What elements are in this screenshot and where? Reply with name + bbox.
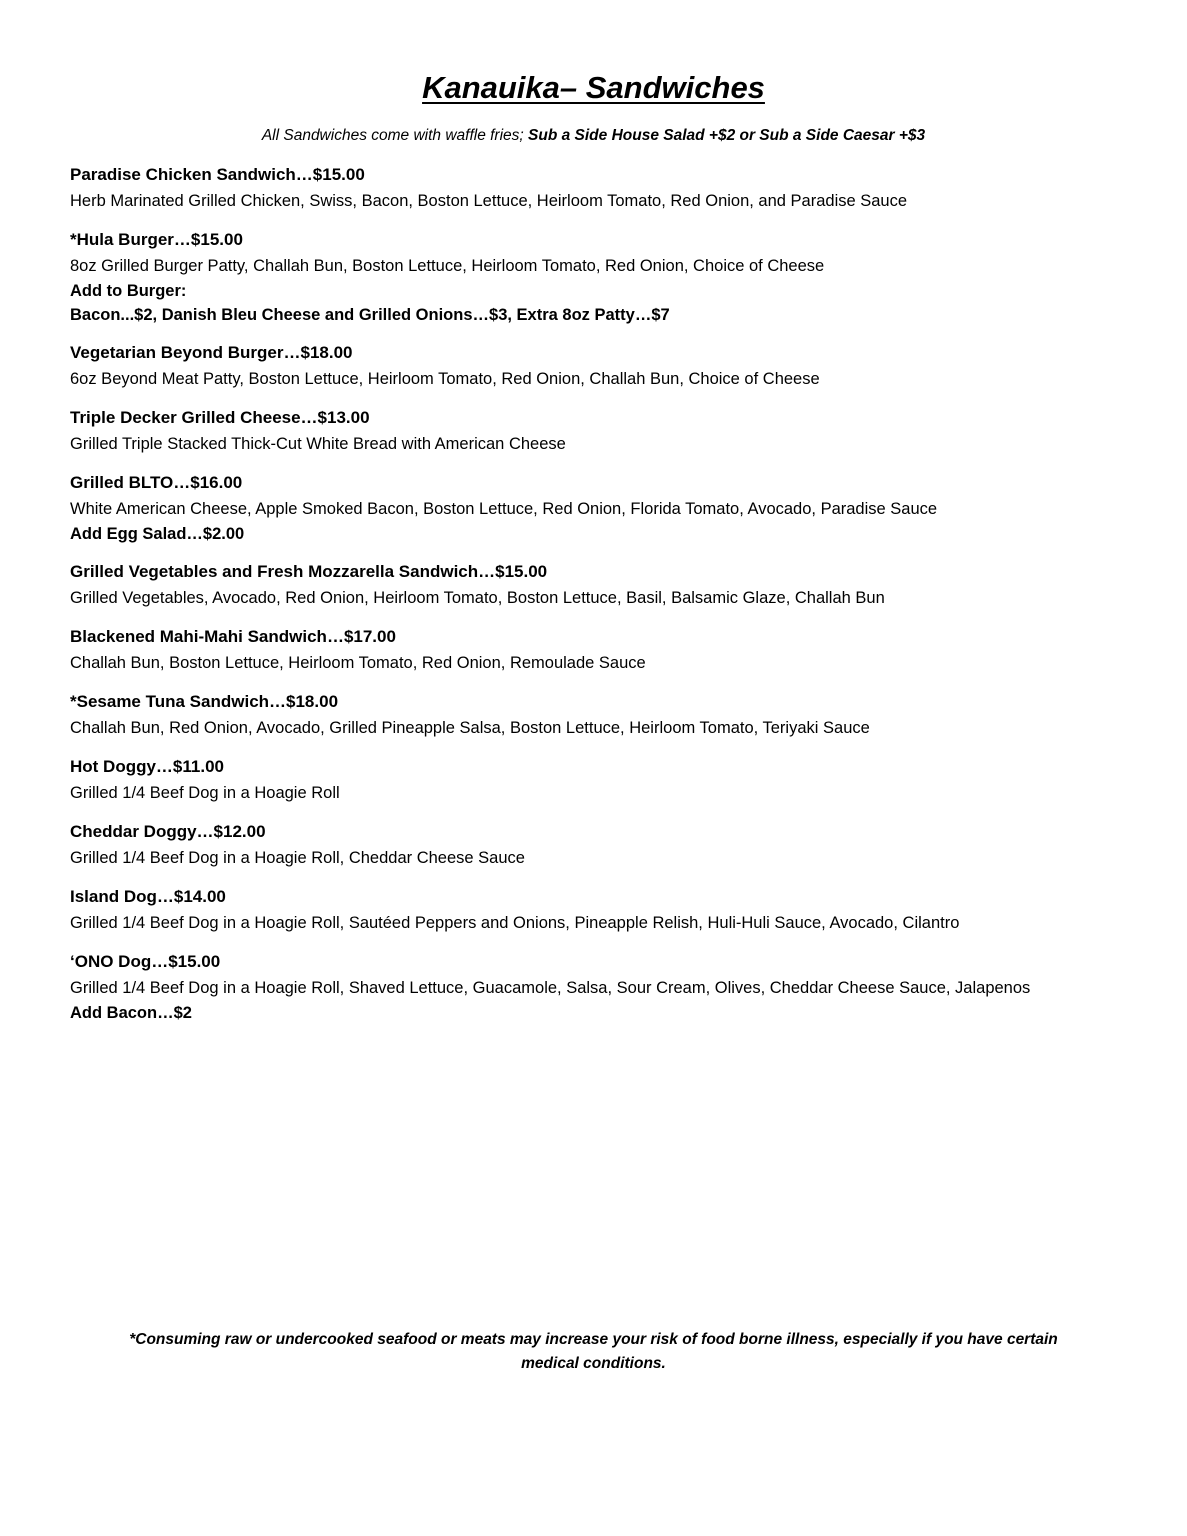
page-title: Kanauika– Sandwiches — [422, 70, 765, 105]
menu-item-description: Grilled 1/4 Beef Dog in a Hoagie Roll, Sautéed Peppers and Onions, Pineapple Relish, Huli-Huli Sauce, Avocado, Cilantro — [70, 914, 960, 932]
menu-item-addon-heading: Add to Burger: — [70, 282, 187, 300]
menu-item-description: Grilled Vegetables, Avocado, Red Onion, Heirloom Tomato, Boston Lettuce, Basil, Balsamic Glaze, Challah Bun — [70, 589, 885, 607]
menu-item — [70, 559, 1160, 611]
menu-item-description: 8oz Grilled Burger Patty, Challah Bun, Boston Lettuce, Heirloom Tomato, Red Onion, Choice of Cheese — [70, 257, 825, 275]
menu-item — [70, 884, 1160, 936]
page-subtitle — [0, 127, 1187, 145]
menu-item-name: Cheddar Doggy…$12.00 — [70, 822, 266, 841]
menu-item-name: Triple Decker Grilled Cheese…$13.00 — [70, 408, 370, 427]
menu-item — [70, 227, 1160, 327]
menu-item — [70, 754, 1160, 806]
menu-item-description: Grilled 1/4 Beef Dog in a Hoagie Roll, Cheddar Cheese Sauce — [70, 849, 525, 867]
menu-item-description: Challah Bun, Boston Lettuce, Heirloom Tomato, Red Onion, Remoulade Sauce — [70, 654, 646, 672]
menu-item-addon: Add Egg Salad…$2.00 — [70, 525, 245, 543]
menu-item — [70, 405, 1160, 457]
menu-item-description: Grilled 1/4 Beef Dog in a Hoagie Roll, Shaved Lettuce, Guacamole, Salsa, Sour Cream, Olives, Cheddar Cheese Sauce, Jalapenos — [70, 979, 1031, 997]
menu-item-name: Grilled BLTO…$16.00 — [70, 473, 243, 492]
menu-item — [70, 340, 1160, 392]
menu-item-description: 6oz Beyond Meat Patty, Boston Lettuce, Heirloom Tomato, Red Onion, Challah Bun, Choice of Cheese — [70, 370, 820, 388]
menu-item-description: Grilled Triple Stacked Thick-Cut White Bread with American Cheese — [70, 435, 566, 453]
menu-item-name: Grilled Vegetables and Fresh Mozzarella Sandwich…$15.00 — [70, 562, 548, 581]
menu-item-addon: Add Bacon…$2 — [70, 1004, 192, 1022]
disclaimer-line: *Consuming raw or undercooked seafood or meats may increase your risk of food borne illness, especially if you have certain — [129, 1331, 1058, 1348]
menu-item-name: Paradise Chicken Sandwich…$15.00 — [70, 165, 365, 184]
menu-item-name: ‘ONO Dog…$15.00 — [70, 952, 221, 971]
disclaimer-line: medical conditions. — [521, 1355, 666, 1372]
menu-items — [70, 162, 1160, 1038]
menu-item-description: Grilled 1/4 Beef Dog in a Hoagie Roll — [70, 784, 340, 802]
menu-item — [70, 162, 1160, 214]
menu-item — [70, 819, 1160, 871]
menu-item-name: Island Dog…$14.00 — [70, 887, 226, 906]
menu-item-description: Challah Bun, Red Onion, Avocado, Grilled Pineapple Salsa, Boston Lettuce, Heirloom Tomato, Teriyaki Sauce — [70, 719, 870, 737]
menu-item — [70, 624, 1160, 676]
menu-item-description: White American Cheese, Apple Smoked Bacon, Boston Lettuce, Red Onion, Florida Tomato, Avocado, Paradise Sauce — [70, 500, 938, 518]
menu-item — [70, 949, 1160, 1025]
menu-item-name: Blackened Mahi-Mahi Sandwich…$17.00 — [70, 627, 396, 646]
menu-item-name: Hot Doggy…$11.00 — [70, 757, 224, 776]
menu-item-description: Herb Marinated Grilled Chicken, Swiss, Bacon, Boston Lettuce, Heirloom Tomato, Red Onion, and Paradise Sauce — [70, 192, 908, 210]
subtitle-plain-text: All Sandwiches come with waffle fries; — [261, 127, 529, 144]
food-safety-disclaimer — [60, 1328, 1127, 1376]
menu-item-addon-options: Bacon...$2, Danish Bleu Cheese and Grilled Onions…$3, Extra 8oz Patty…$7 — [70, 306, 670, 324]
menu-item-name: *Hula Burger…$15.00 — [70, 230, 243, 249]
menu-item-name: *Sesame Tuna Sandwich…$18.00 — [70, 692, 339, 711]
menu-item-name: Vegetarian Beyond Burger…$18.00 — [70, 343, 353, 362]
menu-item — [70, 470, 1160, 546]
subtitle-bold-text: Sub a Side House Salad +$2 or Sub a Side Caesar +$3 — [528, 127, 926, 144]
menu-item — [70, 689, 1160, 741]
